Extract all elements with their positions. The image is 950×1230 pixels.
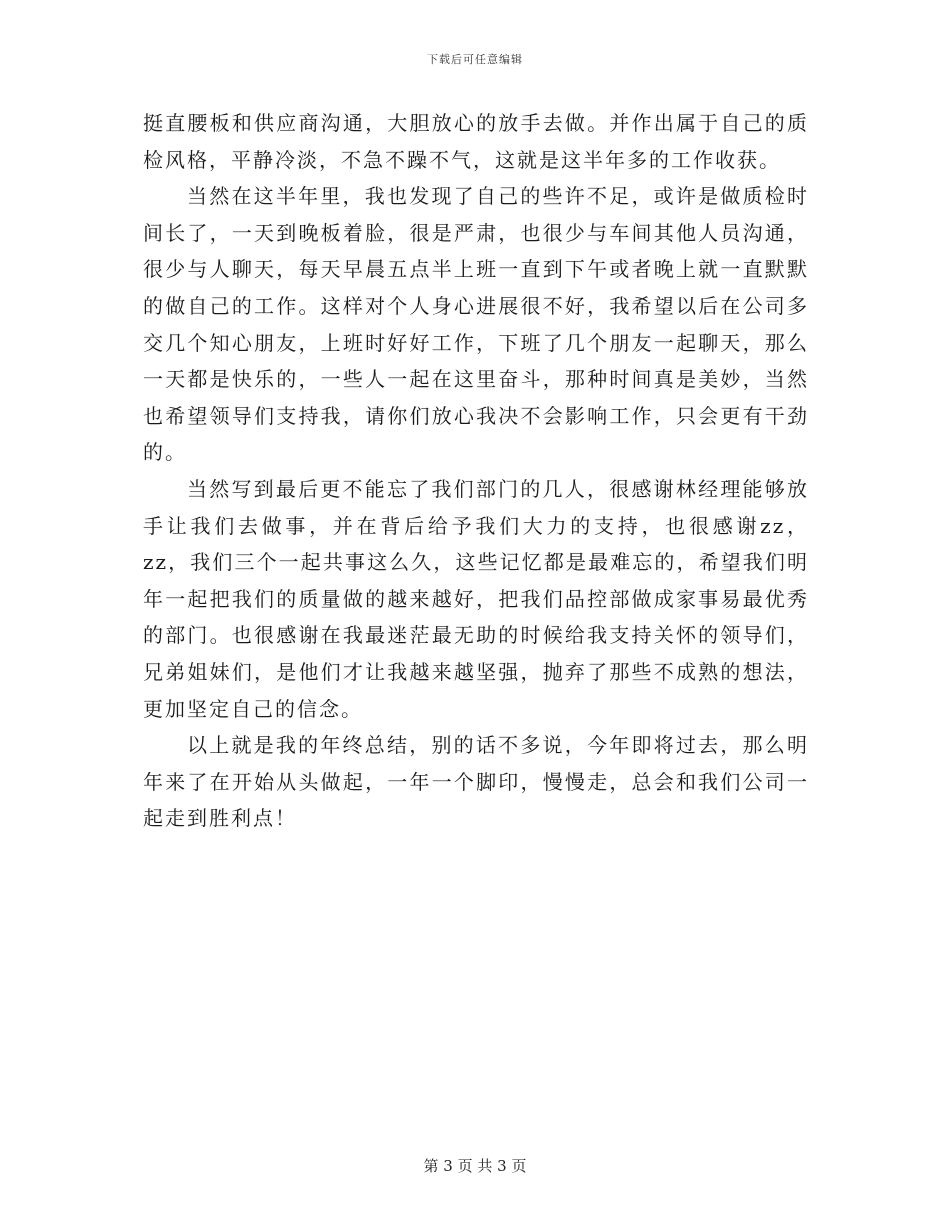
page-number: 第 3 页 共 3 页 [423, 1157, 527, 1175]
page-header: 下载后可任意编辑 [427, 53, 523, 66]
document-body [143, 105, 809, 837]
paragraph-shortcomings: 当然在这半年里，我也发现了自己的些许不足，或许是做质检时间长了，一天到晚板着脸，很是严肃，也很少与车间其他人员沟通，很少与人聊天，每天早晨五点半上班一直到下午或者晚上就一直默默的做自己的工作。这样对个人身心进展很不好，我希望以后在公司多交几个知心朋友，上班时好好工作，下班了几个朋友一起聊天，那么一天都是快乐的，一些人一起在这里奋斗，那种时间真是美妙，当然也希望领导们支持我，请你们放心我决不会影响工作，只会更有干劲的。 [143, 184, 809, 465]
paragraph-acknowledgements: 当然写到最后更不能忘了我们部门的几人，很感谢林经理能够放手让我们去做事，并在背后给予我们大力的支持，也很感谢zz，zz，我们三个一起共事这么久，这些记忆都是最难忘的，希望我们明年一起把我们的质量做的越来越好，把我们品控部做成家事易最优秀的部门。也很感谢在我最迷茫最无助的时候给我支持关怀的领导们，兄弟姐妹们，是他们才让我越来越坚强，抛弃了那些不成熟的想法，更加坚定自己的信念。 [143, 476, 809, 721]
paragraph-conclusion: 以上就是我的年终总结，别的话不多说，今年即将过去，那么明年来了在开始从头做起，一年一个脚印，慢慢走，总会和我们公司一起走到胜利点！ [143, 733, 809, 831]
paragraph-continuation: 挺直腰板和供应商沟通，大胆放心的放手去做。并作出属于自己的质检风格，平静冷淡，不急不躁不气，这就是这半年多的工作收获。 [143, 111, 809, 172]
